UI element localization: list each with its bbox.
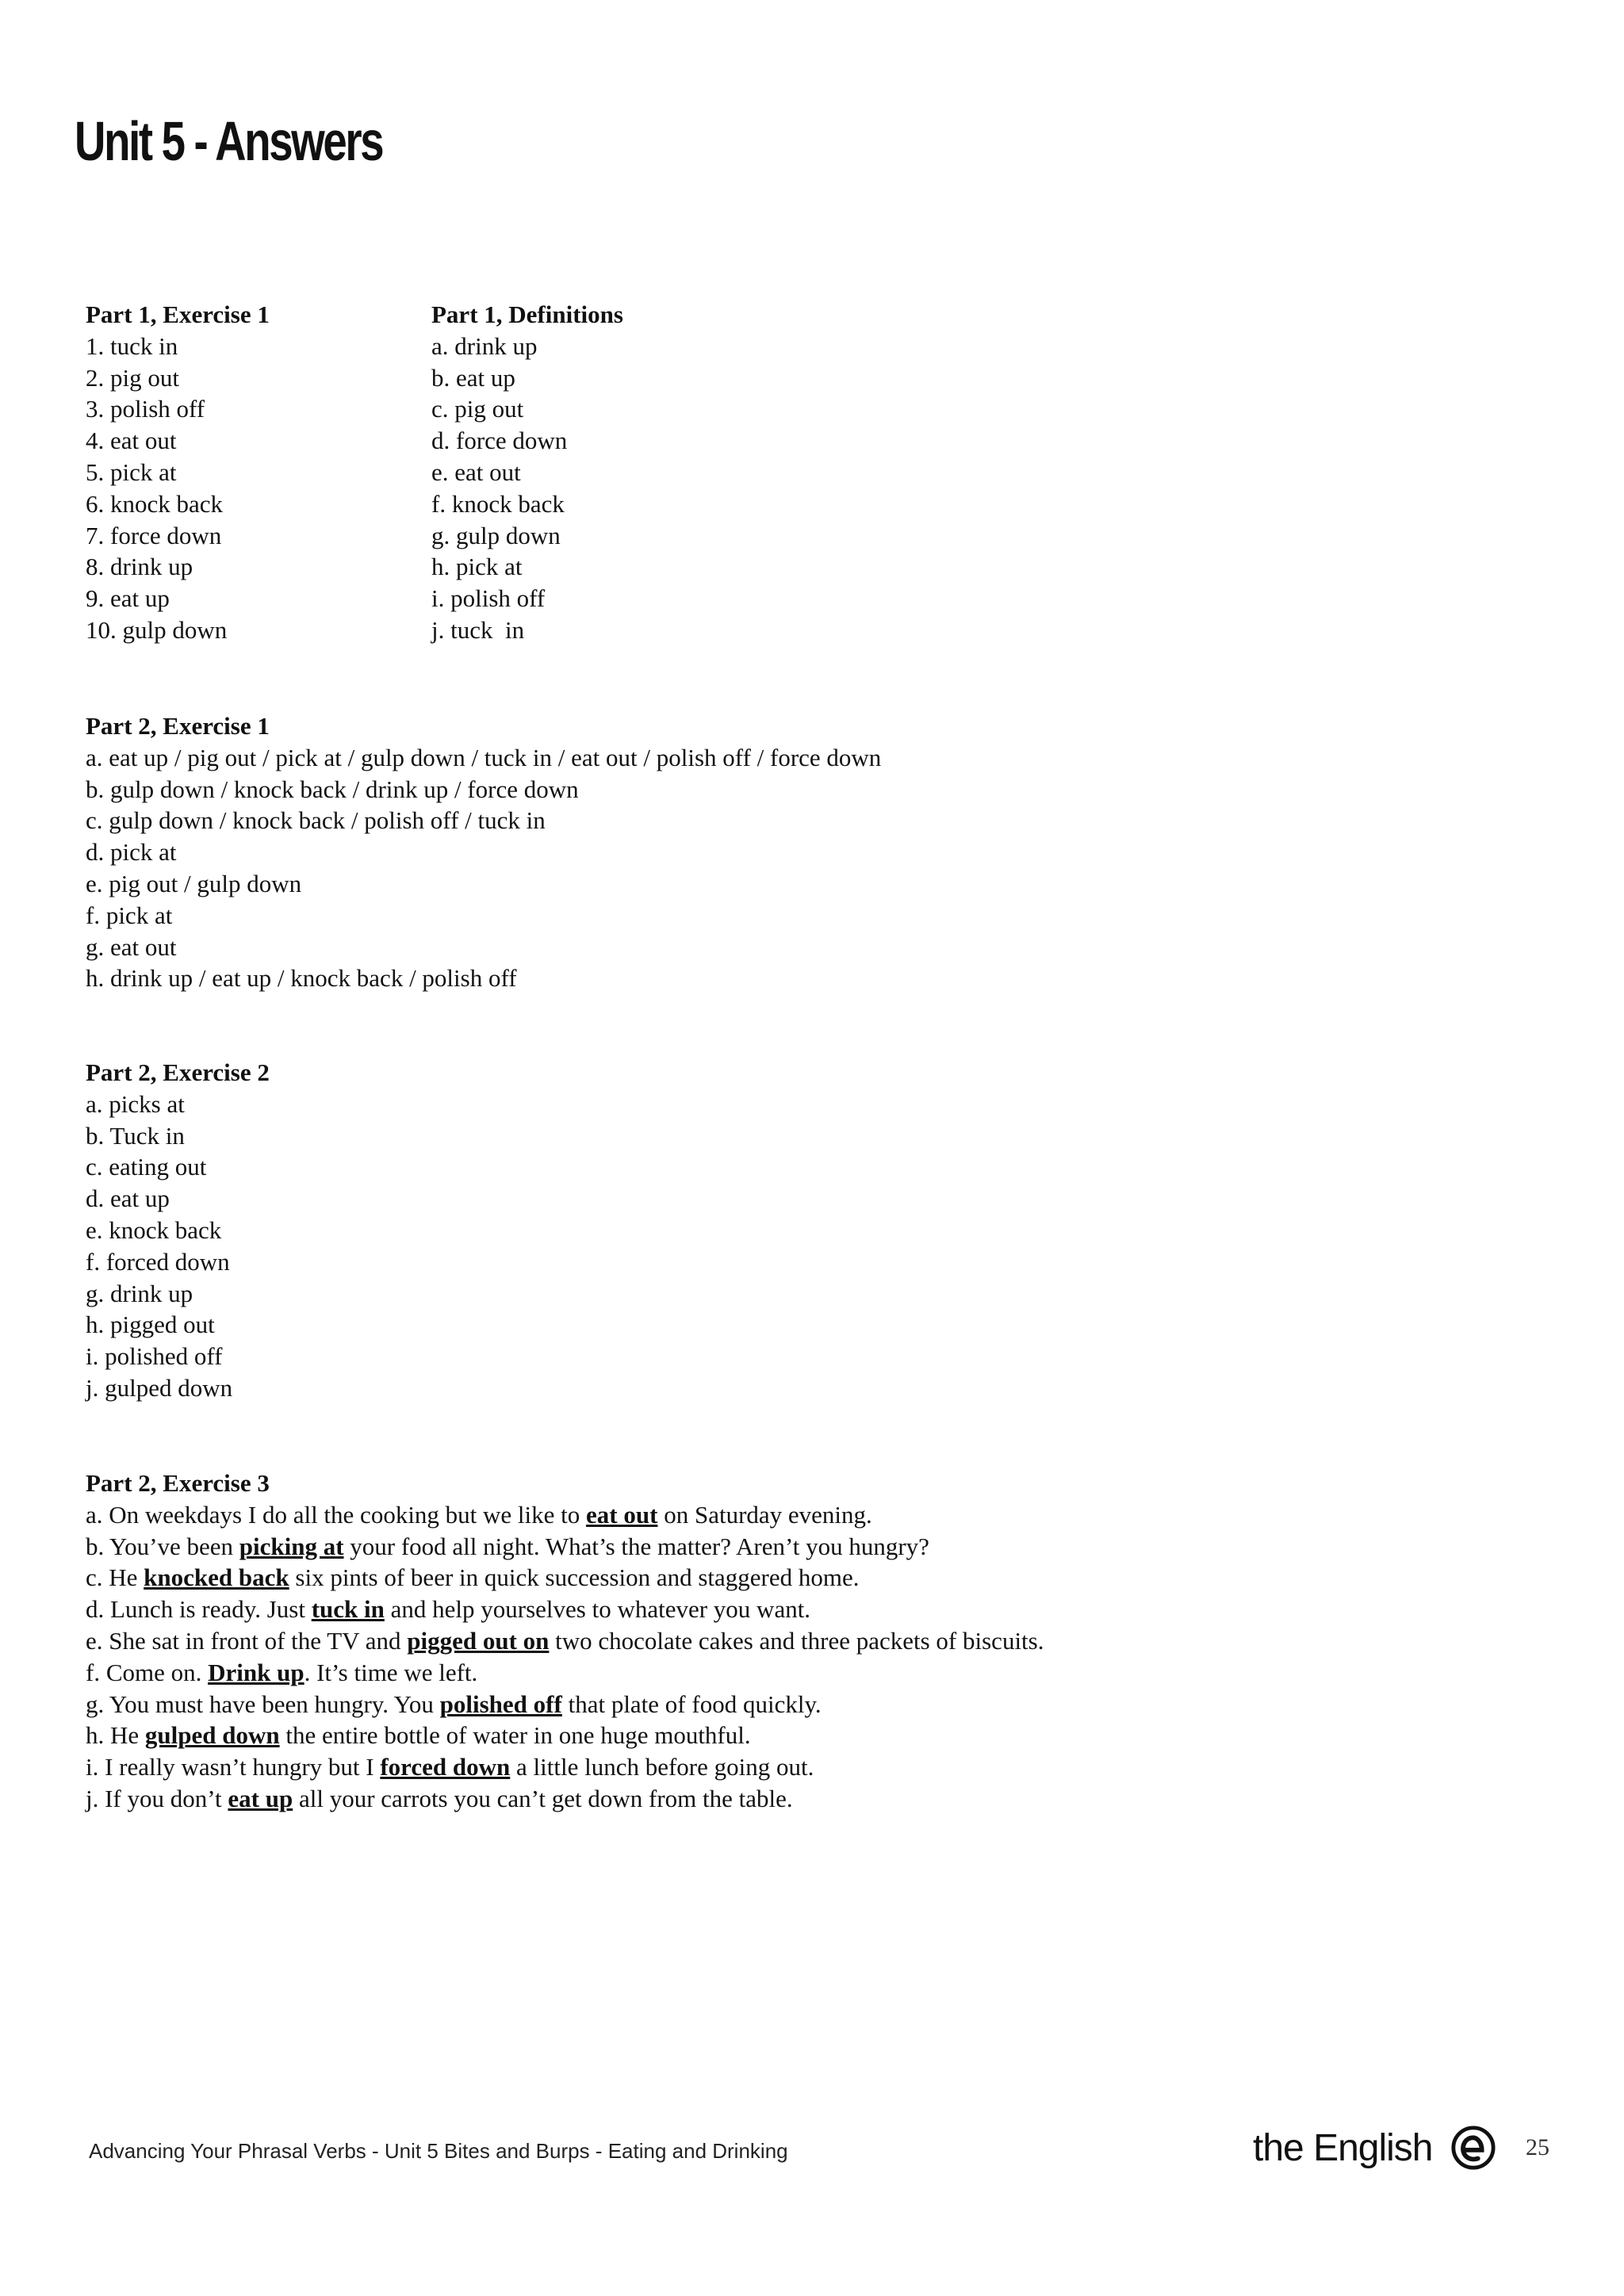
answer-item: e. pig out / gulp down xyxy=(86,869,302,897)
answer-item: i. polish off xyxy=(431,584,546,613)
answer-item: e. eat out xyxy=(431,457,521,486)
answer-item: d. eat up xyxy=(86,1184,170,1213)
answer-phrase: eat out xyxy=(586,1500,658,1529)
section-heading: Part 2, Exercise 2 xyxy=(86,1058,270,1086)
answer-item: b. eat up xyxy=(431,363,515,392)
part1-definitions-section xyxy=(431,299,623,646)
answer-item: f. forced down xyxy=(86,1247,230,1276)
answer-item: c. gulp down / knock back / polish off / tuck in xyxy=(86,806,546,835)
part2-exercise1-section xyxy=(86,710,881,994)
sentence-text: all your carrots you can’t get down from the table. xyxy=(293,1784,793,1812)
answer-phrase: eat up xyxy=(228,1784,293,1812)
sentence-text: f. Come on. xyxy=(86,1658,209,1686)
answer-phrase: pigged out on xyxy=(407,1626,550,1655)
e-logo-icon xyxy=(1450,2125,1496,2171)
sentence-text: h. He xyxy=(86,1721,145,1750)
answer-item: d. pick at xyxy=(86,838,177,867)
part2-exercise3-section xyxy=(86,1468,1044,1815)
sentence-text: . It’s time we left. xyxy=(304,1658,478,1686)
sentence-item xyxy=(86,1689,1044,1720)
answer-item: i. polished off xyxy=(86,1342,223,1371)
answer-item: a. drink up xyxy=(431,331,538,360)
answer-item: a. picks at xyxy=(86,1089,185,1118)
answer-item: c. eating out xyxy=(86,1153,207,1181)
sentence-text: d. Lunch is ready. Just xyxy=(86,1595,312,1624)
sentence-text: two chocolate cakes and three packets of biscuits. xyxy=(549,1626,1044,1655)
sentence-item xyxy=(86,1657,1044,1689)
answer-item: g. eat out xyxy=(86,932,177,961)
answer-item: 9. eat up xyxy=(86,584,170,613)
answer-item: 7. force down xyxy=(86,521,222,549)
answer-item: g. gulp down xyxy=(431,521,561,549)
answer-item: d. force down xyxy=(431,427,568,455)
sentence-text: b. You’ve been xyxy=(86,1532,239,1560)
part2-exercise2-section xyxy=(86,1057,270,1404)
sentence-item xyxy=(86,1499,1044,1531)
sentence-item xyxy=(86,1531,1044,1563)
answer-phrase: Drink up xyxy=(208,1658,304,1686)
answer-phrase: forced down xyxy=(380,1753,511,1781)
answer-item: f. pick at xyxy=(86,901,173,929)
sentence-item xyxy=(86,1594,1044,1625)
answer-item: 8. drink up xyxy=(86,553,193,581)
answer-phrase: polished off xyxy=(439,1689,562,1718)
answer-item: 10. gulp down xyxy=(86,615,228,644)
answer-item: j. tuck in xyxy=(431,615,525,644)
sentence-text: your food all night. What’s the matter? Aren’t you hungry? xyxy=(343,1532,929,1560)
sentence-text: a little lunch before going out. xyxy=(510,1753,814,1781)
section-heading: Part 1, Definitions xyxy=(431,300,623,328)
section-heading: Part 1, Exercise 1 xyxy=(86,300,270,328)
answer-item: h. pick at xyxy=(431,553,523,581)
sentence-text: c. He xyxy=(86,1563,144,1592)
answer-item: 3. polish off xyxy=(86,395,205,423)
footer-text: Advancing Your Phrasal Verbs - Unit 5 Bites and Burps - Eating and Drinking xyxy=(89,2139,788,2163)
part1-exercise1-section xyxy=(86,299,270,646)
page-title: Unit 5 - Answers xyxy=(75,110,383,172)
answer-item: e. knock back xyxy=(86,1215,222,1244)
sentence-text: and help yourselves to whatever you want. xyxy=(384,1595,811,1624)
sentence-text: g. You must have been hungry. You xyxy=(86,1689,440,1718)
brand-name: the English xyxy=(1253,2126,1433,2169)
section-heading: Part 2, Exercise 1 xyxy=(86,712,270,740)
sentence-text: that plate of food quickly. xyxy=(561,1689,822,1718)
sentence-text: the entire bottle of water in one huge mouthful. xyxy=(279,1721,751,1750)
sentence-text: i. I really wasn’t hungry but I xyxy=(86,1753,381,1781)
sentence-text: six pints of beer in quick succession and staggered home. xyxy=(289,1563,860,1592)
answer-phrase: picking at xyxy=(239,1532,344,1560)
sentence-text: e. She sat in front of the TV and xyxy=(86,1626,408,1655)
section-heading: Part 2, Exercise 3 xyxy=(86,1469,270,1497)
sentence-text: on Saturday evening. xyxy=(657,1500,872,1529)
answer-item: 2. pig out xyxy=(86,363,179,392)
answer-phrase: knocked back xyxy=(144,1563,289,1592)
sentence-text: a. On weekdays I do all the cooking but we like to xyxy=(86,1500,587,1529)
sentence-item xyxy=(86,1720,1044,1751)
answer-phrase: gulped down xyxy=(144,1721,280,1750)
answer-item: c. pig out xyxy=(431,395,524,423)
answer-item: a. eat up / pig out / pick at / gulp down / tuck in / eat out / polish off / force down xyxy=(86,743,882,771)
answer-item: 1. tuck in xyxy=(86,331,178,360)
brand xyxy=(1253,2125,1496,2171)
answer-item: b. Tuck in xyxy=(86,1121,185,1150)
answer-phrase: tuck in xyxy=(311,1595,385,1624)
sentence-item xyxy=(86,1783,1044,1815)
answer-item: f. knock back xyxy=(431,489,565,518)
answer-item: g. drink up xyxy=(86,1279,193,1307)
answer-item: 6. knock back xyxy=(86,489,224,518)
sentence-text: j. If you don’t xyxy=(86,1784,228,1812)
answer-item: b. gulp down / knock back / drink up / force down xyxy=(86,775,579,803)
answer-item: 4. eat out xyxy=(86,427,177,455)
sentence-item xyxy=(86,1562,1044,1594)
answer-item: h. drink up / eat up / knock back / polish off xyxy=(86,964,517,993)
page-number: 25 xyxy=(1526,2134,1549,2160)
answer-item: h. pigged out xyxy=(86,1311,215,1339)
sentence-item xyxy=(86,1751,1044,1783)
answer-item: j. gulped down xyxy=(86,1373,233,1402)
answer-item: 5. pick at xyxy=(86,457,177,486)
sentence-item xyxy=(86,1625,1044,1657)
